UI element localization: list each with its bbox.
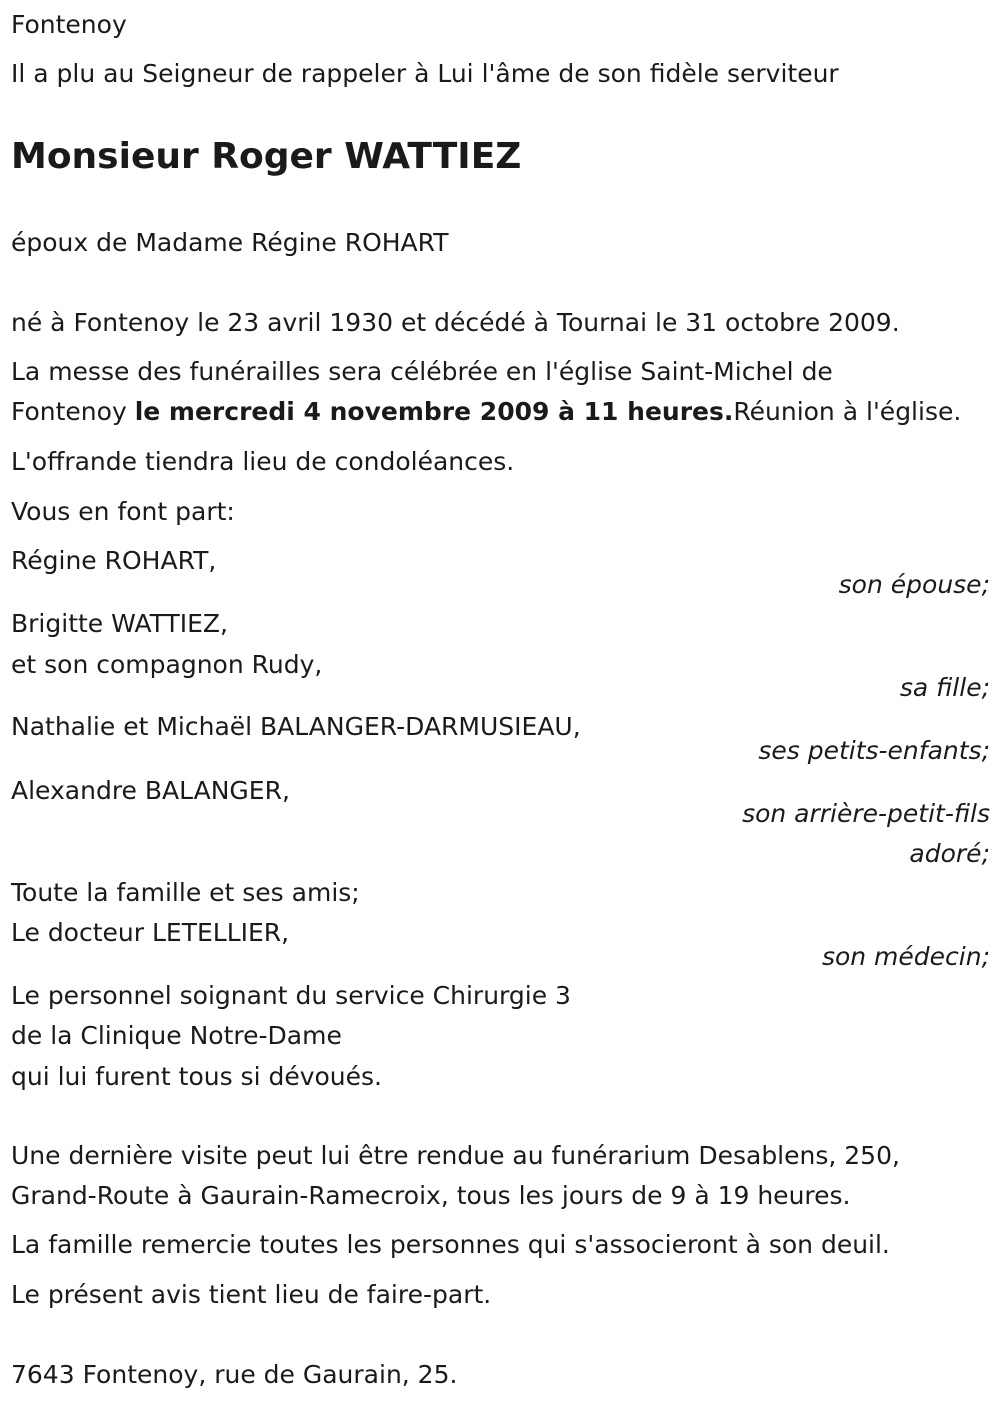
announcer-name: Régine ROHART, [11,546,217,575]
announcer-role: sa fille; [899,673,990,702]
announcer-name: Brigitte WATTIEZ, [11,609,228,638]
service-date-text: le mercredi 4 novembre 2009 à 11 heures. [134,397,734,426]
announcer-name: de la Clinique Notre-Dame [11,1021,342,1050]
announcer-role: son médecin; [821,942,990,971]
offering-line: L'offrande tiendra lieu de condoléances. [11,447,515,476]
service-place-text: Fontenoy [11,397,135,426]
visit-line-2: Grand-Route à Gaurain-Ramecroix, tous les jours de 9 à 19 heures. [11,1181,851,1210]
deceased-name: Monsieur Roger WATTIEZ [11,136,522,177]
announcer-name: Le personnel soignant du service Chirurgie 3 [11,981,571,1010]
announcer-name: Nathalie et Michaël BALANGER-DARMUSIEAU, [11,712,581,741]
address-line: 7643 Fontenoy, rue de Gaurain, 25. [11,1360,458,1389]
announcer-name: Le docteur LETELLIER, [11,918,290,947]
announcer-role: adoré; [909,839,990,868]
announcer-role: son arrière-petit-fils [742,799,990,828]
thanks-line: La famille remercie toutes les personnes qui s'associeront à son deuil. [11,1230,890,1259]
birth-death-line: né à Fontenoy le 23 avril 1930 et décédé à Tournai le 31 octobre 2009. [11,308,900,337]
announcers-intro: Vous en font part: [11,497,235,526]
visit-line-1: Une dernière visite peut lui être rendue au funérarium Desablens, 250, [11,1141,900,1170]
announcer-role: ses petits-enfants; [758,736,990,765]
service-line-2 [11,397,961,427]
intro-text: Il a plu au Seigneur de rappeler à Lui l'âme de son fidèle serviteur [11,59,839,88]
announcer-name: Toute la famille et ses amis; [11,878,360,907]
announcer-name: et son compagnon Rudy, [11,650,323,679]
spouse-line: époux de Madame Régine ROHART [11,228,449,257]
announcer-name: qui lui furent tous si dévoués. [11,1062,383,1091]
service-line-1: La messe des funérailles sera célébrée en l'église Saint-Michel de [11,357,833,386]
notice-line: Le présent avis tient lieu de faire-part. [11,1280,492,1309]
announcer-role: son épouse; [838,570,990,599]
service-meeting-text: Réunion à l'église. [733,397,962,426]
announcer-name: Alexandre BALANGER, [11,776,290,805]
header-place: Fontenoy [11,10,127,39]
